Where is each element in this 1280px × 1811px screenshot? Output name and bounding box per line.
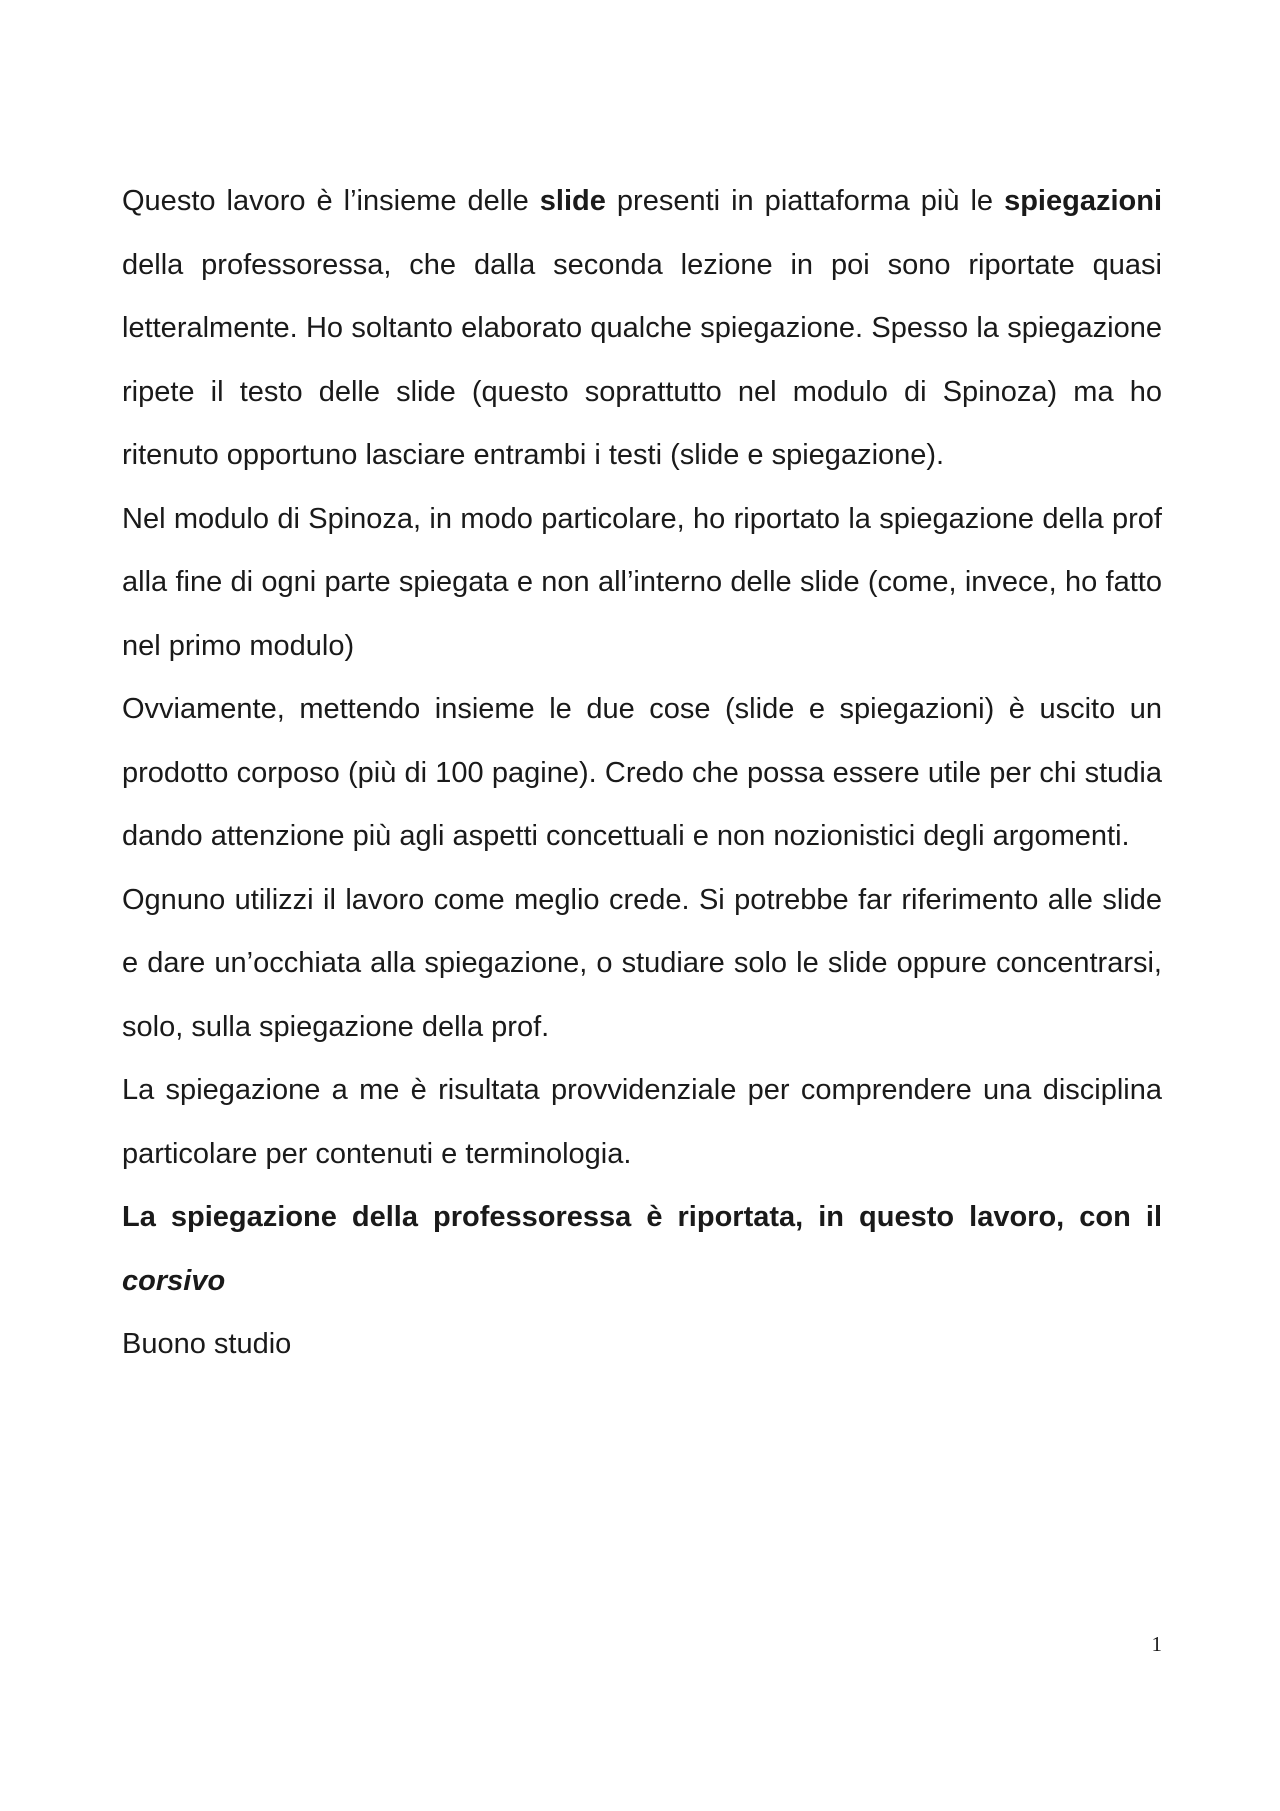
intro-text-2: presenti in piattaforma più le: [605, 185, 1005, 217]
note-bold-text: La spiegazione della professoressa è riportata, in questo lavoro, con il: [122, 1201, 1162, 1233]
note-bold-italic-text: corsivo: [122, 1264, 226, 1297]
bold-spiegazioni: spiegazioni: [1004, 185, 1163, 217]
body-text: [122, 170, 1162, 1377]
paragraph-italic-note: [122, 1186, 1162, 1313]
intro-text-1: Questo lavoro è l’insieme delle: [122, 185, 540, 217]
paragraph-providential: La spiegazione a me è risultata provvidenziale per comprendere una disciplina particolare per contenuti e terminologia.: [122, 1074, 1162, 1170]
intro-text-3: della professoressa, che dalla seconda lezione in poi sono riportate quasi letteralmente. Ho soltanto elaborato qualche spiegazione. Spesso la spiegazione ripete il testo delle slide (questo soprattutto nel modulo di Spinoza) ma ho ritenuto opportuno lasciare entrambi i testi (slide e spiegazione).: [122, 248, 1162, 471]
paragraph-intro: [122, 170, 1162, 488]
paragraph-usage: Ognuno utilizzi il lavoro come meglio crede. Si potrebbe far riferimento alle slide e dare un’occhiata alla spiegazione, o studiare solo le slide oppure concentrarsi, solo, sulla spiegazione della prof.: [122, 883, 1162, 1043]
paragraph-product: Ovviamente, mettendo insieme le due cose (slide e spiegazioni) è uscito un prodotto corposo (più di 100 pagine). Credo che possa essere utile per chi studia dando attenzione più agli aspetti concettuali e non nozionistici degli argomenti.: [122, 693, 1162, 852]
bold-slide: slide: [539, 185, 606, 217]
closing-line: Buono studio: [122, 1328, 292, 1360]
page-number: 1: [1151, 1632, 1162, 1656]
paragraph-spinoza: Nel modulo di Spinoza, in modo particolare, ho riportato la spiegazione della prof alla fine di ogni parte spiegata e non all’interno delle slide (come, invece, ho fatto nel primo modulo): [122, 502, 1162, 662]
